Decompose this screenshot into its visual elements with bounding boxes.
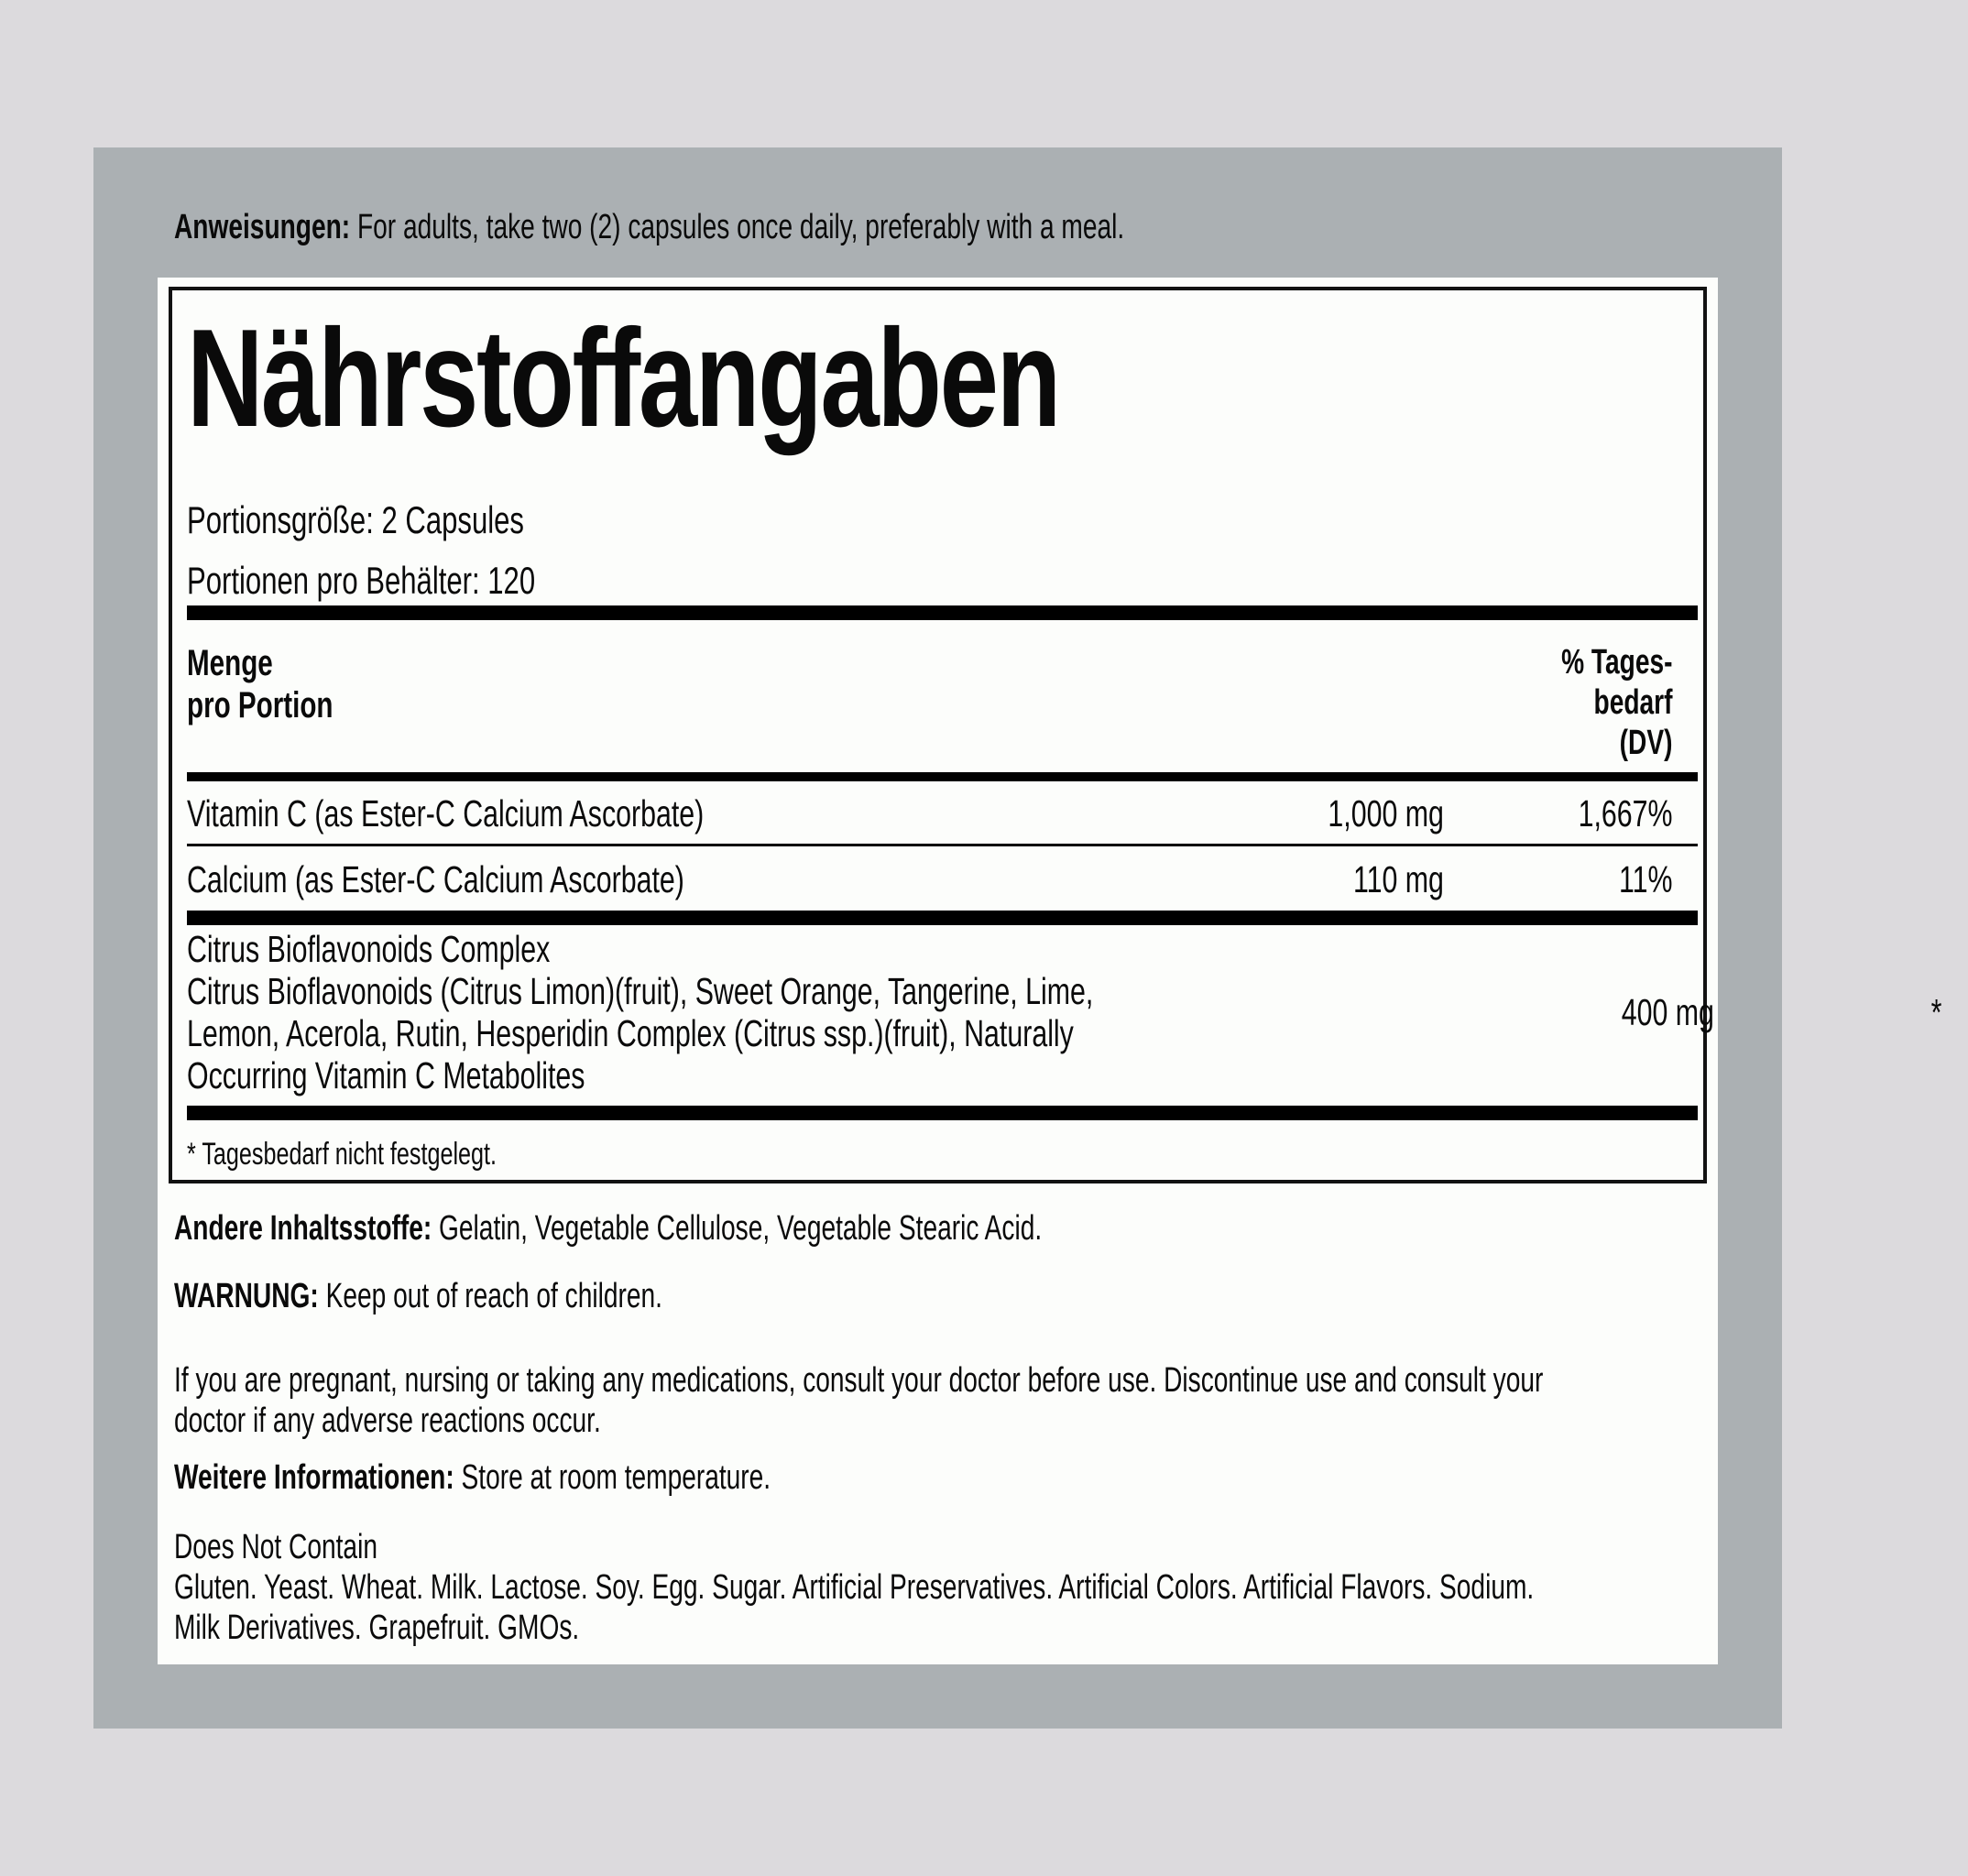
nutrient-dv: 11% [1618,858,1672,900]
servings-per-container: Portionen pro Behälter: 120 [187,559,536,602]
directions-text: For adults, take two (2) capsules once daily, preferably with a meal. [350,208,1125,246]
supplement-info-text [158,1183,1718,1648]
nutrient-name: Citrus Bioflavonoids Complex Citrus Bioflavonoids (Citrus Limon)(fruit), Sweet Orange, Tangerine, Lime, Lemon, Acerola, Rutin, Hesperidin Complex (Citrus ssp.)(fruit), Naturally Occurring Vitamin C Metabolites [187,928,1412,1096]
nutrient-amount: 400 mg [1621,991,1714,1033]
label-white-area [158,278,1942,1664]
nutrient-name: Calcium (as Ester-C Calcium Ascorbate) [187,858,684,900]
nutrient-description-line: Citrus Bioflavonoids (Citrus Limon)(fruit), Sweet Orange, Tangerine, Lime, [187,970,1094,1012]
thick-divider-bar [187,911,1698,925]
additional-info-text: Store at room temperature. [454,1458,771,1497]
amount-per-serving-header: Menge pro Portion [187,643,333,725]
header-spacer [1142,642,1444,763]
nutrient-name: Vitamin C (as Ester-C Calcium Ascorbate) [187,792,705,834]
nutrient-row-citrus-bioflavonoids [187,925,1942,1106]
does-not-contain-line: Gluten. Yeast. Wheat. Milk. Lactose. Soy. Egg. Sugar. Artificial Preservatives. Artificial Colors. Artificial Flavors. Sodium. [174,1568,1535,1607]
daily-value-header: % Tages- bedarf (DV) [1560,643,1672,762]
advisory-paragraph [174,1360,1700,1441]
other-ingredients-label: Andere Inhaltsstoffe: [174,1209,432,1248]
warning-label: WARNUNG: [174,1277,319,1315]
nutrient-dv: 1,667% [1578,792,1672,834]
advisory-line: If you are pregnant, nursing or taking any medications, consult your doctor before use. Discontinue use and consult your [174,1361,1544,1400]
does-not-contain-heading: Does Not Contain [174,1528,377,1566]
thick-divider-bar [187,605,1698,620]
thick-divider-bar [187,1106,1698,1120]
serving-size: Portionsgröße: 2 Capsules [187,498,524,541]
advisory-line: doctor if any adverse reactions occur. [174,1402,601,1440]
dv-footnote: * Tagesbedarf nicht festgelegt. [187,1137,497,1172]
does-not-contain-line: Milk Derivatives. Grapefruit. GMOs. [174,1609,580,1647]
facts-title: Nährstoffangaben [187,300,1059,456]
nutrient-amount: 110 mg [1353,858,1444,900]
warning-text: Keep out of reach of children. [318,1277,662,1315]
additional-info-label: Weitere Informationen: [174,1458,454,1497]
table-header-row [187,642,1698,763]
does-not-contain-block [174,1527,1700,1648]
header-divider-bar [187,772,1698,781]
nutrient-description-line: Occurring Vitamin C Metabolites [187,1054,585,1096]
nutrient-dv: * [1931,991,1942,1033]
other-ingredients-text: Gelatin, Vegetable Cellulose, Vegetable Stearic Acid. [432,1209,1043,1248]
nutrient-amount: 1,000 mg [1328,792,1444,834]
nutrient-description-line: Lemon, Acerola, Rutin, Hesperidin Complex (Citrus ssp.)(fruit), Naturally [187,1012,1074,1054]
directions-label: Anweisungen: [174,208,351,246]
label-gray-panel [93,147,1942,1729]
additional-info-line [174,1457,1700,1498]
nutrient-row-calcium [187,846,1698,911]
nutrition-facts-box [169,287,1942,1183]
other-ingredients-line [174,1208,1700,1249]
nutrient-row-vitamin-c [187,781,1698,846]
directions-line [174,208,1732,248]
warning-line [174,1276,1700,1316]
